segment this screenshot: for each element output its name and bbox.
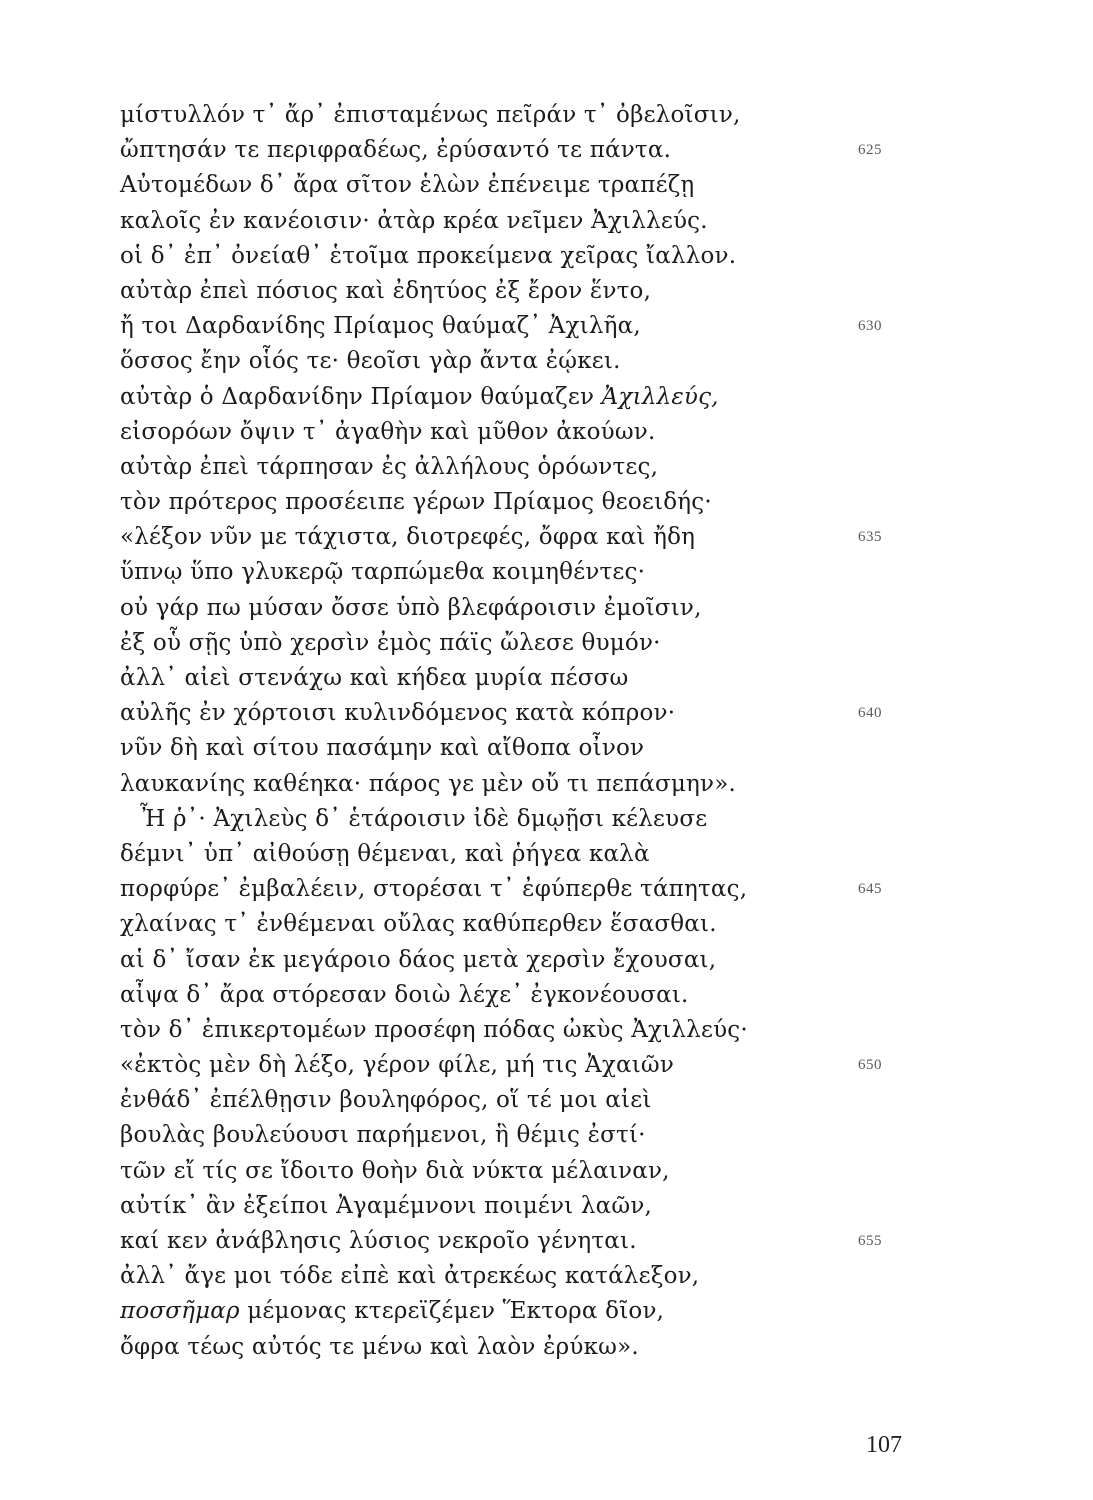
verse-line [120, 626, 920, 661]
verse-line [120, 907, 920, 942]
verse-text-run: χλαίνας τ᾽ ἐνθέμεναι οὔλας καθύπερθεν ἕσασθαι. [120, 911, 717, 938]
verse-text-run: τὸν πρότερος προσέειπε γέρων Πρίαμος θεοειδής· [120, 489, 712, 516]
verse-text-run: αὐλῆς ἐν χόρτοισι κυλινδόμενος κατὰ κόπρον· [120, 700, 676, 727]
verse-text-run: τὸν δ᾽ ἐπικερτομέων προσέφη πόδας ὠκὺς Ἀχιλλεύς· [120, 1016, 748, 1043]
verse-text [120, 735, 644, 761]
verse-text-run: βουλὰς βουλεύουσι παρήμενοι, ἣ θέμις ἐστί· [120, 1122, 646, 1149]
verse-text-run: καί κεν ἀνάβλησις λύσιος νεκροῖο γένηται. [120, 1228, 637, 1254]
verse-text-run: οὐ γάρ πω μύσαν ὄσσε ὑπὸ βλεφάροισιν ἐμοῖσιν, [120, 594, 702, 621]
verse-text [120, 806, 707, 832]
verse-line [120, 344, 920, 379]
verse-text-run: εἰσορόων ὄψιν τ᾽ ἀγαθὴν καὶ μῦθον ἀκούων. [120, 418, 656, 445]
verse-text-run: ἀλλ᾽ ἄγε μοι τόδε εἰπὲ καὶ ἀτρεκέως κατάλεξον, [120, 1263, 700, 1290]
verse-line [120, 168, 920, 203]
verse-text [120, 454, 658, 480]
verse-text-run: αἶψα δ᾽ ἄρα στόρεσαν δοιὼ λέχε᾽ ἐγκονέουσαι. [120, 981, 689, 1008]
verse-text-run: ἀλλ᾽ αἰεὶ στενάχω καὶ κήδεα μυρία πέσσω [120, 665, 629, 691]
verse-text [120, 559, 645, 585]
verse-text [120, 841, 650, 867]
verse-line [120, 943, 920, 978]
verse-text [120, 1087, 652, 1113]
verse-text-run: ἤ τοι Δαρδανίδης Πρίαμος θαύμαζ᾽ Ἀχιλῆα, [120, 313, 641, 340]
verse-line [120, 380, 920, 415]
verse-text [120, 384, 719, 410]
verse-line [120, 485, 920, 520]
verse-line [120, 415, 920, 450]
verse-italic-run: ποσσῆμαρ [120, 1298, 240, 1325]
verse-text [120, 1122, 646, 1148]
verse-line [120, 520, 920, 555]
verse-text-run: αὐτὰρ ἐπεὶ τάρπησαν ἐς ἀλλήλους ὁρόωντες, [120, 453, 659, 480]
verse-text-run: μέμονας κτερεϊζέμεν Ἕκτορα δῖον, [239, 1298, 665, 1325]
verse-text-run: ὕπνῳ ὕπο γλυκερῷ ταρπώμεθα κοιμηθέντες· [120, 559, 646, 586]
line-number: 645 [858, 881, 882, 898]
verse-text-run: τῶν εἴ τίς σε ἴδοιτο θοὴν διὰ νύκτα μέλαιναν, [120, 1157, 670, 1184]
verse-line [120, 239, 920, 274]
verse-line [120, 1118, 920, 1153]
verse-line [120, 1189, 920, 1224]
verse-line [120, 978, 920, 1013]
verse-text [120, 665, 628, 691]
page-number: 107 [866, 1432, 902, 1458]
verse-line [120, 1048, 920, 1083]
verse-text [120, 419, 656, 445]
verse-line [120, 1224, 920, 1259]
verse-text-run: οἱ δ᾽ ἐπ᾽ ὀνείαθ᾽ ἑτοῖμα προκείμενα χεῖρας ἴαλλον. [120, 242, 737, 269]
verse-text [120, 524, 695, 550]
verse-line [120, 98, 920, 133]
verse-text-run: πορφύρε᾽ ἐμβαλέειν, στορέσαι τ᾽ ἐφύπερθε τάπητας, [120, 876, 748, 903]
verse-line [120, 204, 920, 239]
verse-line [120, 274, 920, 309]
verse-text [120, 911, 717, 937]
verse-text-run: «ἐκτὸς μὲν δὴ λέξο, γέρον φίλε, μή τις Ἀχαιῶν [120, 1052, 675, 1079]
verse-text-run: καλοῖς ἐν κανέοισιν· ἀτὰρ κρέα νεῖμεν Ἀχιλλεύς. [120, 207, 708, 234]
verse-text [120, 489, 712, 515]
verse-text [120, 137, 671, 163]
verse-text [120, 982, 689, 1008]
verse-line [120, 1294, 920, 1329]
verse-text [120, 172, 694, 198]
verse-text-run: αἱ δ᾽ ἴσαν ἐκ μεγάροιο δάος μετὰ χερσὶν ἔχουσαι, [120, 946, 717, 973]
verse-line [120, 1154, 920, 1189]
verse-text-run: λαυκανίης καθέηκα· πάρος γε μὲν οὔ τι πεπάσμην». [120, 770, 736, 797]
verse-text [120, 595, 702, 621]
verse-line [120, 661, 920, 696]
line-number: 630 [858, 318, 882, 335]
verse-text [120, 102, 741, 128]
verse-line [120, 450, 920, 485]
verse-text [120, 1334, 639, 1360]
verse-line [120, 731, 920, 766]
verse-line [120, 309, 920, 344]
line-number: 650 [858, 1057, 882, 1074]
verse-text [120, 1298, 664, 1324]
verse-text [120, 313, 641, 339]
verse-text [120, 1017, 748, 1043]
verse-text [120, 278, 651, 304]
verse-line [120, 591, 920, 626]
verse-text [120, 1158, 670, 1184]
verse-text-run: Αὐτομέδων δ᾽ ἄρα σῖτον ἑλὼν ἐπένειμε τραπέζῃ [120, 172, 695, 199]
verse-text-run: ἐξ οὗ σῇς ὑπὸ χερσὶν ἐμὸς πάϊς ὤλεσε θυμόν· [120, 629, 661, 656]
verse-text-run: ὤπτησάν τε περιφραδέως, ἐρύσαντό τε πάντα. [120, 137, 672, 164]
verse-text [120, 208, 708, 234]
verse-text-run: νῦν δὴ καὶ σίτου πασάμην καὶ αἴθοπα οἶνον [120, 735, 645, 762]
verse-block [120, 98, 920, 1365]
verse-text-run: «λέξον νῦν με τάχιστα, διοτρεφές, ὄφρα καὶ ἤδη [120, 524, 696, 551]
verse-text-run: ὄφρα τέως αὐτός τε μένω καὶ λαὸν ἐρύκω». [120, 1333, 639, 1360]
verse-text-run: Ἦ ῥ᾽· Ἀχιλεὺς δ᾽ ἑτάροισιν ἰδὲ δμῳῇσι κέλευσε [140, 805, 708, 832]
verse-text [120, 947, 716, 973]
verse-line [120, 696, 920, 731]
line-number: 625 [858, 142, 882, 159]
verse-text [120, 1228, 637, 1254]
verse-text-run: δέμνι᾽ ὑπ᾽ αἰθούσῃ θέμεναι, καὶ ῥήγεα καλὰ [120, 840, 650, 867]
verse-text [120, 348, 621, 374]
verse-line [120, 1330, 920, 1365]
verse-line [120, 1259, 920, 1294]
verse-line [120, 1013, 920, 1048]
verse-text-run: αὐτὰρ ἐπεὶ πόσιος καὶ ἐδητύος ἐξ ἔρον ἕντο, [120, 277, 652, 304]
verse-text [120, 243, 736, 269]
verse-line [120, 1083, 920, 1118]
verse-text [120, 630, 661, 656]
verse-line [120, 555, 920, 590]
verse-text [120, 700, 675, 726]
line-number: 635 [858, 529, 882, 546]
verse-line [120, 872, 920, 907]
verse-text [120, 1193, 652, 1219]
verse-text [120, 1052, 674, 1078]
verse-text [120, 876, 747, 902]
verse-text-run: αὐτὰρ ὁ Δαρδανίδην Πρίαμον θαύμαζεν [120, 383, 602, 410]
verse-line [120, 837, 920, 872]
verse-line [120, 133, 920, 168]
verse-text [120, 771, 736, 797]
verse-text-run: μίστυλλόν τ᾽ ἄρ᾽ ἐπισταμένως πεῖράν τ᾽ ὀβελοῖσιν, [120, 102, 741, 128]
verse-italic-run: Ἀχιλλεύς, [601, 383, 719, 410]
verse-text [120, 1263, 699, 1289]
verse-line [120, 802, 920, 837]
verse-text-run: ἐνθάδ᾽ ἐπέλθῃσιν βουληφόρος, οἵ τέ μοι αἰεὶ [120, 1087, 652, 1114]
line-number: 655 [858, 1233, 882, 1249]
line-number: 640 [858, 705, 882, 722]
verse-line [120, 767, 920, 802]
verse-text-run: αὐτίκ᾽ ἂν ἐξείποι Ἀγαμέμνονι ποιμένι λαῶν, [120, 1192, 653, 1219]
verse-text-run: ὅσσος ἔην οἷός τε· θεοῖσι γὰρ ἄντα ἐῴκει. [120, 348, 621, 375]
